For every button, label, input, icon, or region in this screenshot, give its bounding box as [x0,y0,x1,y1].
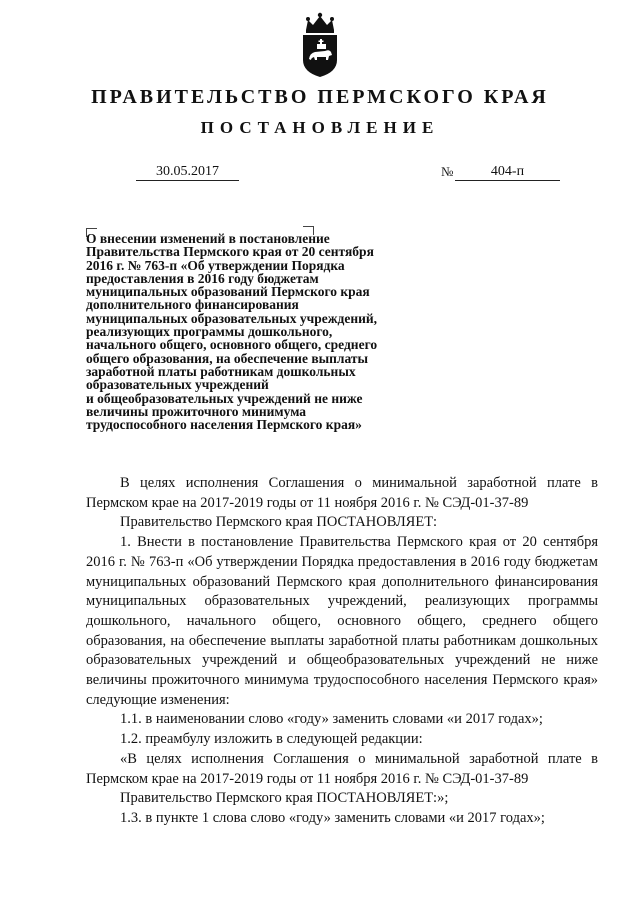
subject-line: начального общего, основного общего, среднего [86,337,378,353]
number-sign: № [441,164,454,179]
body-paragraph: Правительство Пермского края ПОСТАНОВЛЯЕТ: [120,514,438,531]
subject-line: О внесении изменений в постановление [86,231,330,246]
body-paragraph: Правительство Пермского края ПОСТАНОВЛЯЕТ:»; [120,790,449,807]
body-paragraph: 1. Внести в постановление Правительства Пермского края от 20 сентября 2016 г. № 763-п «Об утверждении Порядка предоставления в 2016 году бюджетам муниципальных образований Пермского края дополнительного финансирования муниципальных образовательных учреждений, реализующих программы дошкольного, начального общего, основного общего, среднего общего образования, на обеспечение выплаты заработной платы работникам дошкольных образовательных учреждений и общеобразовательных учреждений не ниже величины прожиточного минимума трудоспособного населения Пермского края» следующие изменения: [86,534,598,708]
subject-line: величины прожиточного минимума [86,403,307,419]
subject-line: дополнительного финансирования [86,297,299,313]
subject-line: трудоспособного населения Пермского края» [86,417,362,433]
document-type: ПОСТАНОВЛЕНИЕ [200,118,440,137]
document-subject [86,232,416,431]
subject-line: муниципальных образовательных учреждений, [86,310,378,326]
body-paragraph: «В целях исполнения Соглашения о минимальной заработной плате в Пермском крае на 2017-2019 годы от 11 ноября 2016 г. № СЭД-01-37-89 [86,750,598,787]
body-paragraph: 1.1. в наименовании слово «году» заменить словами «и 2017 годах»; [120,711,543,728]
body-paragraph: 1.3. в пункте 1 слова слово «году» заменить словами «и 2017 годах»; [120,809,545,826]
subject-line: реализующих программы дошкольного, [86,324,333,340]
subject-line: муниципальных образований Пермского края [86,284,370,300]
document-number: 404-п [455,164,560,181]
subject-line: Правительства Пермского края от 20 сентября [86,244,374,260]
body-paragraph: В целях исполнения Соглашения о минимальной заработной плате в Пермском крае на 2017-2019 годы от 11 ноября 2016 г. № СЭД-01-37-89 [86,475,598,511]
subject-line: и общеобразовательных учреждений не ниже [86,390,363,406]
subject-line: общего образования, на обеспечение выплаты [86,350,369,366]
document-body [86,474,598,829]
subject-line: 2016 г. № 763-п «Об утверждении Порядка [86,257,345,273]
government-title: ПРАВИТЕЛЬСТВО ПЕРМСКОГО КРАЯ [91,86,549,108]
body-paragraph: 1.2. преамбулу изложить в следующей редакции: [120,731,423,748]
subject-line: образовательных учреждений [86,377,269,393]
coat-of-arms-icon [298,12,342,78]
document-date: 30.05.2017 [136,164,239,181]
subject-line: заработной платы работникам дошкольных [86,363,356,379]
subject-line: предоставления в 2016 году бюджетам [86,270,319,286]
